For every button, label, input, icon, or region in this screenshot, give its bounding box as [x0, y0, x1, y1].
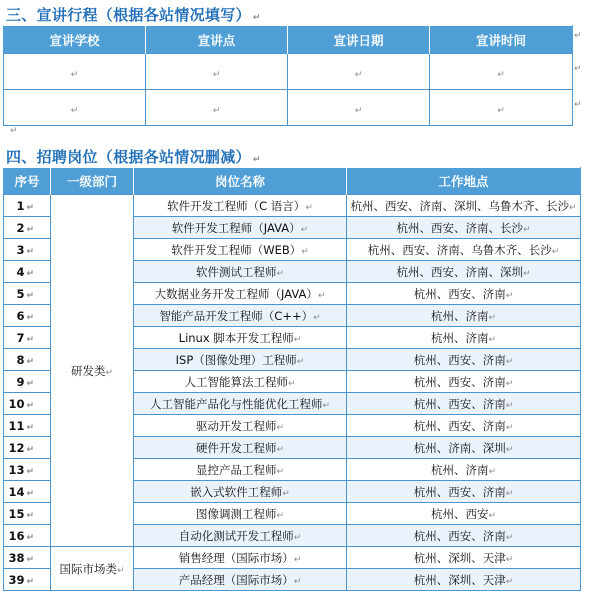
cell-mark: ↵ [488, 312, 497, 323]
job-title[interactable]: 销售经理（国际市场）↵ [134, 547, 347, 569]
schedule-cell[interactable]: ↵ [4, 90, 146, 126]
empty-paragraph-mark: ↵ [10, 126, 18, 136]
job-title[interactable]: 软件开发工程师（JAVA）↵ [134, 217, 347, 239]
cell-mark: ↵ [26, 400, 34, 411]
job-title[interactable]: 自动化测试开发工程师↵ [134, 525, 347, 547]
row-number[interactable]: 12 ↵ [4, 437, 51, 459]
paragraph-mark: ↵ [252, 13, 261, 23]
cell-mark: ↵ [305, 202, 313, 213]
cell-mark: ↵ [26, 532, 34, 543]
row-number[interactable]: 3 ↵ [4, 239, 51, 261]
cell-mark: ↵ [488, 334, 497, 345]
cell-mark: ↵ [26, 378, 34, 389]
cell-mark: ↵ [26, 246, 34, 257]
cell-mark: ↵ [505, 444, 514, 455]
cell-mark: ↵ [26, 290, 34, 301]
row-number[interactable]: 38 ↵ [4, 547, 51, 569]
work-location[interactable]: 杭州、济南↵ [347, 327, 581, 349]
cell-mark: ↵ [26, 576, 34, 587]
row-end-mark: ↵ [574, 64, 582, 74]
cell-mark: ↵ [293, 554, 302, 565]
work-location[interactable]: 杭州、深圳、天津↵ [347, 547, 581, 569]
cell-mark: ↵ [488, 510, 497, 521]
schedule-cell[interactable]: ↵ [430, 54, 573, 90]
row-number[interactable]: 2 ↵ [4, 217, 51, 239]
work-location[interactable]: 杭州、西安↵ [347, 503, 581, 525]
cell-mark: ↵ [300, 224, 309, 235]
work-location[interactable]: 杭州、西安、济南↵ [347, 481, 581, 503]
row-number[interactable]: 15 ↵ [4, 503, 51, 525]
cell-mark: ↵ [105, 367, 114, 378]
cell-mark: ↵ [293, 532, 302, 543]
row-number[interactable]: 16 ↵ [4, 525, 51, 547]
cell-mark: ↵ [505, 290, 514, 301]
cell-mark: ↵ [26, 466, 34, 477]
cell-mark: ↵ [522, 224, 531, 235]
cell-mark: ↵ [313, 312, 321, 323]
cell-mark: ↵ [282, 488, 290, 499]
row-number[interactable]: 5 ↵ [4, 283, 51, 305]
schedule-cell[interactable]: ↵ [288, 54, 430, 90]
row-number[interactable]: 8 ↵ [4, 349, 51, 371]
schedule-header-school: 宣讲学校 [4, 26, 146, 54]
cell-mark: ↵ [116, 565, 125, 576]
work-location[interactable]: 杭州、深圳、天津↵ [347, 569, 581, 591]
row-number[interactable]: 13 ↵ [4, 459, 51, 481]
row-number[interactable]: 10 ↵ [4, 393, 51, 415]
positions-header-row [4, 168, 581, 195]
job-title[interactable]: 嵌入式软件工程师↵ [134, 481, 347, 503]
work-location[interactable]: 杭州、济南、深圳↵ [347, 437, 581, 459]
work-location[interactable]: 杭州、西安、济南↵ [347, 393, 581, 415]
work-location[interactable]: 杭州、西安、济南↵ [347, 371, 581, 393]
positions-header-num: 序号 [4, 168, 51, 195]
dept-rd[interactable]: 研发类↵ [51, 195, 134, 547]
job-title[interactable]: 人工智能产品化与性能优化工程师↵ [134, 393, 347, 415]
positions-header-dept: 一级部门 [51, 168, 134, 195]
cell-mark: ↵ [276, 268, 285, 279]
schedule-row [4, 54, 573, 90]
schedule-table [3, 25, 573, 126]
table-row [4, 195, 581, 217]
cell-mark: ↵ [488, 466, 497, 477]
cell-mark: ↵ [296, 356, 305, 367]
job-title[interactable]: 显控产品工程师↵ [134, 459, 347, 481]
job-title[interactable]: 人工智能算法工程师↵ [134, 371, 347, 393]
cell-mark: ↵ [505, 576, 514, 587]
cell-mark: ↵ [293, 576, 302, 587]
cell-mark: ↵ [505, 378, 514, 389]
cell-mark: ↵ [26, 422, 34, 433]
work-location[interactable]: 杭州、济南↵ [347, 459, 581, 481]
work-location[interactable]: 杭州、西安、济南、乌鲁木齐、长沙↵ [347, 239, 581, 261]
job-title[interactable]: 软件开发工程师（C 语言）↵ [134, 195, 347, 217]
cell-mark: ↵ [26, 356, 34, 367]
job-title[interactable]: 软件测试工程师↵ [134, 261, 347, 283]
positions-header-job: 岗位名称 [134, 168, 347, 195]
row-number[interactable]: 39 ↵ [4, 569, 51, 591]
positions-header-loc: 工作地点 [347, 168, 581, 195]
cell-mark: ↵ [505, 554, 514, 565]
schedule-cell[interactable]: ↵ [288, 90, 430, 126]
work-location[interactable]: 杭州、西安、济南、深圳、乌鲁木齐、长沙↵ [347, 195, 581, 217]
positions-table [3, 167, 581, 591]
cell-mark: ↵ [26, 268, 34, 279]
row-number[interactable]: 4 ↵ [4, 261, 51, 283]
job-title[interactable]: 硬件开发工程师↵ [134, 437, 347, 459]
schedule-cell[interactable]: ↵ [146, 90, 288, 126]
section3-title: 三、宣讲行程（根据各站情况填写） ↵ [6, 6, 261, 24]
cell-mark: ↵ [26, 202, 34, 213]
row-end-mark: ↵ [574, 31, 582, 41]
cell-mark: ↵ [26, 510, 34, 521]
row-number[interactable]: 9 ↵ [4, 371, 51, 393]
work-location[interactable]: 杭州、西安、济南、长沙↵ [347, 217, 581, 239]
row-number[interactable]: 11 ↵ [4, 415, 51, 437]
job-title[interactable]: ISP（图像处理）工程师↵ [134, 349, 347, 371]
row-number[interactable]: 7 ↵ [4, 327, 51, 349]
cell-mark: ↵ [505, 488, 514, 499]
schedule-row [4, 90, 573, 126]
cell-mark: ↵ [276, 510, 285, 521]
cell-mark: ↵ [301, 246, 309, 257]
section4-title: 四、招聘岗位（根据各站情况删减） ↵ [6, 148, 261, 166]
schedule-header-venue: 宣讲点 [146, 26, 288, 54]
cell-mark: ↵ [276, 422, 285, 433]
schedule-cell[interactable]: ↵ [430, 90, 573, 126]
work-location[interactable]: 杭州、济南↵ [347, 305, 581, 327]
schedule-cell[interactable]: ↵ [146, 54, 288, 90]
job-title[interactable]: 产品经理（国际市场）↵ [134, 569, 347, 591]
job-title[interactable]: 智能产品开发工程师（C++）↵ [134, 305, 347, 327]
cell-mark: ↵ [317, 290, 326, 301]
row-number[interactable]: 1 ↵ [4, 195, 51, 217]
cell-mark: ↵ [26, 488, 34, 499]
job-title[interactable]: Linux 脚本开发工程师↵ [134, 327, 347, 349]
cell-mark: ↵ [505, 532, 514, 543]
cell-mark: ↵ [26, 444, 34, 455]
row-end-mark: ↵ [574, 100, 582, 110]
schedule-header-date: 宣讲日期 [288, 26, 430, 54]
cell-mark: ↵ [26, 224, 34, 235]
job-title[interactable]: 大数据业务开发工程师（JAVA）↵ [134, 283, 347, 305]
cell-mark: ↵ [568, 202, 577, 213]
job-title[interactable]: 驱动开发工程师↵ [134, 415, 347, 437]
row-number[interactable]: 14 ↵ [4, 481, 51, 503]
work-location[interactable]: 杭州、西安、济南↵ [347, 525, 581, 547]
work-location[interactable]: 杭州、西安、济南、深圳↵ [347, 261, 581, 283]
cell-mark: ↵ [26, 334, 34, 345]
cell-mark: ↵ [26, 312, 34, 323]
schedule-cell[interactable]: ↵ [4, 54, 146, 90]
work-location[interactable]: 杭州、西安、济南↵ [347, 349, 581, 371]
cell-mark: ↵ [322, 400, 331, 411]
paragraph-mark: ↵ [252, 155, 261, 165]
job-title[interactable]: 图像调测工程师↵ [134, 503, 347, 525]
cell-mark: ↵ [505, 422, 514, 433]
cell-mark: ↵ [276, 466, 285, 477]
cell-mark: ↵ [505, 356, 514, 367]
row-number[interactable]: 6 ↵ [4, 305, 51, 327]
work-location[interactable]: 杭州、西安、济南↵ [347, 283, 581, 305]
work-location[interactable]: 杭州、西安、济南↵ [347, 415, 581, 437]
cell-mark: ↵ [276, 444, 285, 455]
cell-mark: ↵ [522, 268, 531, 279]
cell-mark: ↵ [293, 334, 302, 345]
cell-mark: ↵ [551, 246, 560, 257]
cell-mark: ↵ [287, 378, 296, 389]
job-title[interactable]: 软件开发工程师（WEB）↵ [134, 239, 347, 261]
table-row [4, 547, 581, 569]
dept-intl-market[interactable]: 国际市场类↵ [51, 547, 134, 591]
schedule-header-time: 宣讲时间 [430, 26, 573, 54]
schedule-header-row [4, 26, 573, 54]
cell-mark: ↵ [505, 400, 514, 411]
cell-mark: ↵ [26, 554, 34, 565]
